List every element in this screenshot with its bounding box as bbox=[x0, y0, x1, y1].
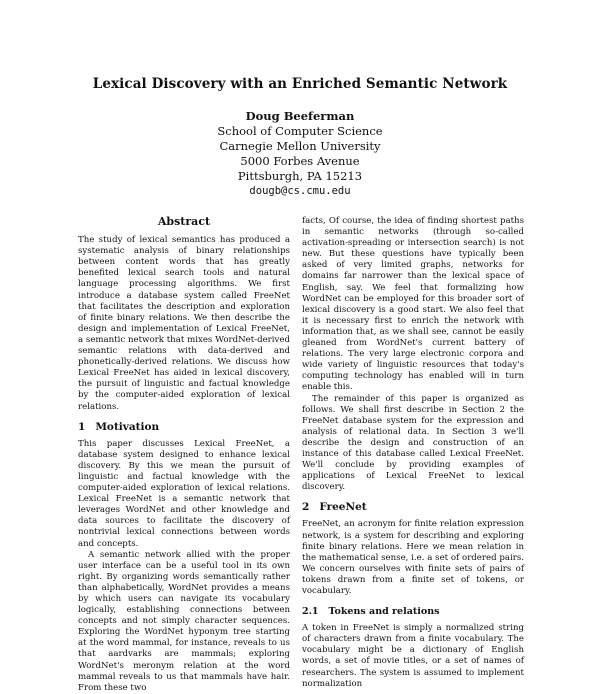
body-paragraph: facts, Of course, the idea of finding shortest paths in semantic networks (through so-called activation-spreading or intersection search) is not new. But these questions have typically been asked of very limited graphs, networks for domains far narrower than the lexical space of English, say. We feel that formalizing how WordNet can be employed for this broader sort of lexical discovery is a good start. We also feel that it is necessary first to enrich the network with information that, as we shall see, cannot be easily gleaned from WordNet's current battery of relations. The very large electronic corpora and wide variety of linguistic resources that today's computing technology has enabled will in turn enable this. bbox=[302, 216, 524, 393]
section-heading bbox=[302, 502, 524, 513]
section-number: 1 bbox=[78, 420, 86, 433]
paper-title: Lexical Discovery with an Enriched Semantic Network bbox=[92, 76, 508, 92]
abstract-heading: Abstract bbox=[157, 215, 211, 228]
subsection-title: Tokens and relations bbox=[328, 606, 440, 618]
affiliation-line: Carnegie Mellon University bbox=[219, 139, 381, 153]
section-heading bbox=[78, 422, 290, 433]
left-column bbox=[78, 216, 290, 694]
author-email: dougb@cs.cmu.edu bbox=[249, 185, 351, 197]
section-title: FreeNet bbox=[319, 501, 367, 514]
body-paragraph: This paper discusses Lexical FreeNet, a database system designed to enhance lexical discovery. By this we mean the pursuit of linguistic and factual knowledge with the computer-aided exploration of lexical relations. Lexical FreeNet is a semantic network that leverages WordNet and other knowledge and data sources to facilitate the discovery of nontrivial lexical connections between words and concepts. bbox=[78, 438, 290, 549]
body-paragraph: A semantic network allied with the proper user interface can be a useful tool in its own right. By organizing words semantically rather than alphabetically, WordNet provides a means by which users can navigate its vocabulary logically, establishing connections between concepts and not simply character sequences. Exploring the WordNet hyponym tree starting at the word mammal, for instance, reveals to us that aardvarks are mammals; exploring WordNet's meronym relation at the word mammal reveals to us that mammals have hair. From these two bbox=[78, 549, 290, 693]
section-number: 2 bbox=[302, 501, 310, 514]
section-title: Motivation bbox=[95, 420, 160, 433]
affiliation-line: School of Computer Science bbox=[217, 124, 383, 138]
affiliation-line: Pittsburgh, PA 15213 bbox=[237, 169, 363, 183]
right-column bbox=[302, 216, 524, 690]
author-name: Doug Beeferman bbox=[245, 109, 355, 123]
subsection-heading bbox=[302, 606, 524, 617]
body-paragraph: FreeNet, an acronym for finite relation expression network, is a system for describing and exploring finite binary relations. Here we mean relation in the mathematical sense, i.e. a set of ordered pairs. We concern ourselves with finite sets of pairs of tokens drawn from a finite set of tokens, or vocabulary. bbox=[302, 519, 524, 596]
subsection-number: 2.1 bbox=[302, 606, 319, 618]
author-block bbox=[0, 109, 600, 199]
body-paragraph: The remainder of this paper is organized as follows. We shall first describe in Section 2 the FreeNet database system for the expression and analysis of relational data. In Section 3 we'll describe the design and construction of an instance of this database called Lexical FreeNet. We'll conclude by providing examples of applications of Lexical FreeNet to lexical discovery. bbox=[302, 393, 524, 493]
body-paragraph: A token in FreeNet is simply a normalized string of characters drawn from a finite vocabulary. The vocabulary might be a dictionary of English words, a set of movie titles, or a set of names of researchers. The system is assumed to implement normalization bbox=[302, 623, 524, 689]
abstract-text: The study of lexical semantics has produced a systematic analysis of binary relationships between content words that has greatly benefited lexical search tools and natural language processing algorithms. We first introduce a database system called FreeNet that facilitates the description and exploration of finite binary relations. We then describe the design and implementation of Lexical FreeNet, a semantic network that mixes WordNet-derived semantic relations with data-derived and phonetically-derived relations. We discuss how Lexical FreeNet has aided in lexical discovery, the pursuit of linguistic and factual knowledge by the computer-aided exploration of lexical relations. bbox=[78, 235, 290, 412]
affiliation-line: 5000 Forbes Avenue bbox=[240, 154, 360, 168]
